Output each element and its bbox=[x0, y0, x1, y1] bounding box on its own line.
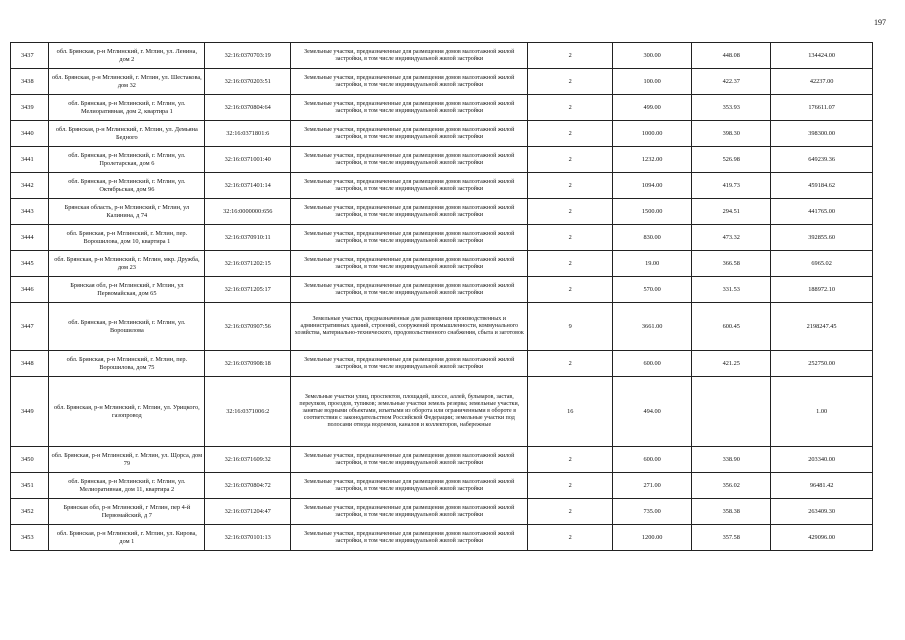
address-cell: обл. Брянская, р-н Мглинский, г. Мглин, ул. Ленина, дом 2 bbox=[49, 43, 205, 69]
table-row bbox=[11, 303, 873, 351]
table-row bbox=[11, 69, 873, 95]
row-number-cell: 3453 bbox=[11, 525, 49, 551]
table-row bbox=[11, 121, 873, 147]
table-body bbox=[11, 43, 873, 551]
row-number-cell: 3437 bbox=[11, 43, 49, 69]
address-cell: обл. Брянская, р-н Мглинский, г. Мглин, пер. Ворошилова, дом 10, квартира 1 bbox=[49, 225, 205, 251]
cadastral-number-cell: 32:16:0370804:64 bbox=[205, 95, 291, 121]
row-number-cell: 3443 bbox=[11, 199, 49, 225]
address-cell: обл. Брянская, р-н Мглинский, г. Мглин, ул. Мелиоративная, дом 2, квартира 1 bbox=[49, 95, 205, 121]
purpose-cell: Земельные участки, предназначенные для размещения домов малоэтажной жилой застройки, в том числе индивидуальной жилой застройки bbox=[291, 225, 528, 251]
area-cell: 3661.00 bbox=[613, 303, 692, 351]
cadastral-value-table bbox=[10, 42, 873, 551]
area-cell: 1094.00 bbox=[613, 173, 692, 199]
rate-cell: 353.93 bbox=[692, 95, 771, 121]
rate-cell: 526.98 bbox=[692, 147, 771, 173]
cadastral-value-cell: 392855.60 bbox=[771, 225, 873, 251]
cadastral-value-cell: 6965.02 bbox=[771, 251, 873, 277]
page-number: 197 bbox=[874, 18, 886, 27]
table-row bbox=[11, 447, 873, 473]
cadastral-value-cell: 176611.07 bbox=[771, 95, 873, 121]
table-row bbox=[11, 251, 873, 277]
table-row bbox=[11, 473, 873, 499]
area-cell: 735.00 bbox=[613, 499, 692, 525]
rate-cell: 366.58 bbox=[692, 251, 771, 277]
address-cell: обл. Брянская, р-н Мглинский, г. Мглин, пер. Ворошилова, дом 75 bbox=[49, 351, 205, 377]
table-row bbox=[11, 499, 873, 525]
cadastral-value-cell: 2198247.45 bbox=[771, 303, 873, 351]
cadastral-value-cell: 398300.00 bbox=[771, 121, 873, 147]
area-cell: 494.00 bbox=[613, 377, 692, 447]
group-code-cell: 16 bbox=[528, 377, 613, 447]
cadastral-number-cell: 32:16:0371202:15 bbox=[205, 251, 291, 277]
area-cell: 19.00 bbox=[613, 251, 692, 277]
group-code-cell: 2 bbox=[528, 95, 613, 121]
table-row bbox=[11, 199, 873, 225]
row-number-cell: 3440 bbox=[11, 121, 49, 147]
table-row bbox=[11, 225, 873, 251]
rate-cell: 358.38 bbox=[692, 499, 771, 525]
purpose-cell: Земельные участки, предназначенные для размещения производственных и административных зданий, строений, сооружений промышленности, коммунального хозяйства, материально-технического, продовольственного снабжения, сбыта и заготовок bbox=[291, 303, 528, 351]
table-row bbox=[11, 173, 873, 199]
table-row bbox=[11, 277, 873, 303]
row-number-cell: 3447 bbox=[11, 303, 49, 351]
cadastral-number-cell: 32:16:0370101:13 bbox=[205, 525, 291, 551]
cadastral-value-cell: 441765.00 bbox=[771, 199, 873, 225]
cadastral-value-cell: 1.00 bbox=[771, 377, 873, 447]
address-cell: обл. Брянская, р-н Мглинский, г. Мглин, ул. Октябрьская, дом 96 bbox=[49, 173, 205, 199]
cadastral-number-cell: 32:16:0371801:6 bbox=[205, 121, 291, 147]
address-cell: обл. Брянская, р-н Мглинский, г. Мглин, мкр. Дружба, дом 23 bbox=[49, 251, 205, 277]
cadastral-number-cell: 32:16:0371001:40 bbox=[205, 147, 291, 173]
area-cell: 1200.00 bbox=[613, 525, 692, 551]
cadastral-number-cell: 32:16:0371401:14 bbox=[205, 173, 291, 199]
rate-cell: 422.37 bbox=[692, 69, 771, 95]
rate-cell: 338.90 bbox=[692, 447, 771, 473]
group-code-cell: 2 bbox=[528, 173, 613, 199]
row-number-cell: 3439 bbox=[11, 95, 49, 121]
table-row bbox=[11, 95, 873, 121]
cadastral-value-cell: 263409.30 bbox=[771, 499, 873, 525]
group-code-cell: 2 bbox=[528, 225, 613, 251]
row-number-cell: 3438 bbox=[11, 69, 49, 95]
area-cell: 499.00 bbox=[613, 95, 692, 121]
row-number-cell: 3442 bbox=[11, 173, 49, 199]
address-cell: Брянская область, р-н Мглинский, г Мглин, ул Калинина, д 74 bbox=[49, 199, 205, 225]
cadastral-number-cell: 32:16:0370804:72 bbox=[205, 473, 291, 499]
purpose-cell: Земельные участки, предназначенные для размещения домов малоэтажной жилой застройки, в том числе индивидуальной жилой застройки bbox=[291, 199, 528, 225]
cadastral-value-cell: 134424.00 bbox=[771, 43, 873, 69]
row-number-cell: 3450 bbox=[11, 447, 49, 473]
row-number-cell: 3451 bbox=[11, 473, 49, 499]
cadastral-number-cell: 32:16:0371006:2 bbox=[205, 377, 291, 447]
purpose-cell: Земельные участки, предназначенные для размещения домов малоэтажной жилой застройки, в том числе индивидуальной жилой застройки bbox=[291, 473, 528, 499]
rate-cell: 473.32 bbox=[692, 225, 771, 251]
table-row bbox=[11, 147, 873, 173]
cadastral-number-cell: 32:16:0370908:18 bbox=[205, 351, 291, 377]
rate-cell: 356.02 bbox=[692, 473, 771, 499]
group-code-cell: 2 bbox=[528, 447, 613, 473]
rate-cell: 398.30 bbox=[692, 121, 771, 147]
purpose-cell: Земельные участки, предназначенные для размещения домов малоэтажной жилой застройки, в том числе индивидуальной жилой застройки bbox=[291, 525, 528, 551]
group-code-cell: 2 bbox=[528, 525, 613, 551]
cadastral-value-cell: 459184.62 bbox=[771, 173, 873, 199]
purpose-cell: Земельные участки, предназначенные для размещения домов малоэтажной жилой застройки, в том числе индивидуальной жилой застройки bbox=[291, 351, 528, 377]
group-code-cell: 2 bbox=[528, 251, 613, 277]
cadastral-value-cell: 649239.36 bbox=[771, 147, 873, 173]
area-cell: 600.00 bbox=[613, 447, 692, 473]
cadastral-value-cell: 252750.00 bbox=[771, 351, 873, 377]
purpose-cell: Земельные участки, предназначенные для размещения домов малоэтажной жилой застройки, в том числе индивидуальной жилой застройки bbox=[291, 173, 528, 199]
group-code-cell: 2 bbox=[528, 121, 613, 147]
row-number-cell: 3448 bbox=[11, 351, 49, 377]
purpose-cell: Земельные участки, предназначенные для размещения домов малоэтажной жилой застройки, в том числе индивидуальной жилой застройки bbox=[291, 147, 528, 173]
cadastral-number-cell: 32:16:0000000:656 bbox=[205, 199, 291, 225]
group-code-cell: 2 bbox=[528, 69, 613, 95]
purpose-cell: Земельные участки, предназначенные для размещения домов малоэтажной жилой застройки, в том числе индивидуальной жилой застройки bbox=[291, 121, 528, 147]
table-row bbox=[11, 43, 873, 69]
rate-cell: 448.08 bbox=[692, 43, 771, 69]
rate-cell: 357.58 bbox=[692, 525, 771, 551]
row-number-cell: 3441 bbox=[11, 147, 49, 173]
row-number-cell: 3445 bbox=[11, 251, 49, 277]
cadastral-value-cell: 42237.00 bbox=[771, 69, 873, 95]
address-cell: обл. Брянская, р-н Мглинский, г. Мглин, ул. Шестакова, дом 32 bbox=[49, 69, 205, 95]
area-cell: 830.00 bbox=[613, 225, 692, 251]
purpose-cell: Земельные участки, предназначенные для размещения домов малоэтажной жилой застройки, в том числе индивидуальной жилой застройки bbox=[291, 95, 528, 121]
address-cell: Брянская обл, р-н Мглинский, г Мглин, пер 4-й Первомайский, д 7 bbox=[49, 499, 205, 525]
address-cell: обл. Брянская, р-н Мглинский, г. Мглин, ул. Урицкого, газопровод bbox=[49, 377, 205, 447]
table-row bbox=[11, 377, 873, 447]
group-code-cell: 9 bbox=[528, 303, 613, 351]
address-cell: обл. Брянская, р-н Мглинский, г. Мглин, ул. Мелиоративная, дом 11, квартира 2 bbox=[49, 473, 205, 499]
group-code-cell: 2 bbox=[528, 473, 613, 499]
purpose-cell: Земельные участки, предназначенные для размещения домов малоэтажной жилой застройки, в том числе индивидуальной жилой застройки bbox=[291, 69, 528, 95]
area-cell: 271.00 bbox=[613, 473, 692, 499]
address-cell: обл. Брянская, р-н Мглинский, г. Мглин, ул. Демьяна Бедного bbox=[49, 121, 205, 147]
cadastral-number-cell: 32:16:0371609:32 bbox=[205, 447, 291, 473]
rate-cell: 331.53 bbox=[692, 277, 771, 303]
cadastral-number-cell: 32:16:0371205:17 bbox=[205, 277, 291, 303]
rate-cell: 421.25 bbox=[692, 351, 771, 377]
group-code-cell: 2 bbox=[528, 351, 613, 377]
cadastral-value-cell: 429096.00 bbox=[771, 525, 873, 551]
address-cell: обл. Брянская, р-н Мглинский, г. Мглин, ул. Кирова, дом 1 bbox=[49, 525, 205, 551]
purpose-cell: Земельные участки, предназначенные для размещения домов малоэтажной жилой застройки, в том числе индивидуальной жилой застройки bbox=[291, 251, 528, 277]
address-cell: обл. Брянская, р-н Мглинский, г. Мглин, ул. Пролетарская, дом 6 bbox=[49, 147, 205, 173]
area-cell: 600.00 bbox=[613, 351, 692, 377]
purpose-cell: Земельные участки, предназначенные для размещения домов малоэтажной жилой застройки, в том числе индивидуальной жилой застройки bbox=[291, 499, 528, 525]
group-code-cell: 2 bbox=[528, 277, 613, 303]
purpose-cell: Земельные участки, предназначенные для размещения домов малоэтажной жилой застройки, в том числе индивидуальной жилой застройки bbox=[291, 43, 528, 69]
group-code-cell: 2 bbox=[528, 499, 613, 525]
rate-cell: 419.73 bbox=[692, 173, 771, 199]
area-cell: 300.00 bbox=[613, 43, 692, 69]
rate-cell: 600.45 bbox=[692, 303, 771, 351]
cadastral-value-cell: 96481.42 bbox=[771, 473, 873, 499]
row-number-cell: 3446 bbox=[11, 277, 49, 303]
row-number-cell: 3452 bbox=[11, 499, 49, 525]
rate-cell bbox=[692, 377, 771, 447]
cadastral-value-cell: 188972.10 bbox=[771, 277, 873, 303]
table-row bbox=[11, 351, 873, 377]
area-cell: 1000.00 bbox=[613, 121, 692, 147]
row-number-cell: 3449 bbox=[11, 377, 49, 447]
address-cell: обл. Брянская, р-н Мглинский, г. Мглин, ул. Ворошилова bbox=[49, 303, 205, 351]
purpose-cell: Земельные участки, предназначенные для размещения домов малоэтажной жилой застройки, в том числе индивидуальной жилой застройки bbox=[291, 277, 528, 303]
table-row bbox=[11, 525, 873, 551]
purpose-cell: Земельные участки улиц, проспектов, площадей, шоссе, аллей, бульваров, застав, переулков, проездов, тупиков; земельные участки земель резерва; земельные участки, занятые водными объектами, изъятыми из оборота или ограниченными в обороте в соответствии с законодательством Российской Федерации; земельные участки под полосами отвода водоемов, каналов и коллекторов, набережные bbox=[291, 377, 528, 447]
address-cell: обл. Брянская, р-н Мглинский, г. Мглин, ул. Щорса, дом 79 bbox=[49, 447, 205, 473]
cadastral-value-cell: 203340.00 bbox=[771, 447, 873, 473]
area-cell: 1232.00 bbox=[613, 147, 692, 173]
cadastral-number-cell: 32:16:0370907:56 bbox=[205, 303, 291, 351]
rate-cell: 294.51 bbox=[692, 199, 771, 225]
cadastral-number-cell: 32:16:0370910:11 bbox=[205, 225, 291, 251]
area-cell: 570.00 bbox=[613, 277, 692, 303]
group-code-cell: 2 bbox=[528, 43, 613, 69]
area-cell: 1500.00 bbox=[613, 199, 692, 225]
cadastral-number-cell: 32:16:0371204:47 bbox=[205, 499, 291, 525]
purpose-cell: Земельные участки, предназначенные для размещения домов малоэтажной жилой застройки, в том числе индивидуальной жилой застройки bbox=[291, 447, 528, 473]
row-number-cell: 3444 bbox=[11, 225, 49, 251]
group-code-cell: 2 bbox=[528, 199, 613, 225]
area-cell: 100.00 bbox=[613, 69, 692, 95]
group-code-cell: 2 bbox=[528, 147, 613, 173]
address-cell: Брянская обл, р-н Мглинский, г Мглин, ул Первомайская, дом 65 bbox=[49, 277, 205, 303]
cadastral-number-cell: 32:16:0370703:19 bbox=[205, 43, 291, 69]
cadastral-number-cell: 32:16:0370203:51 bbox=[205, 69, 291, 95]
